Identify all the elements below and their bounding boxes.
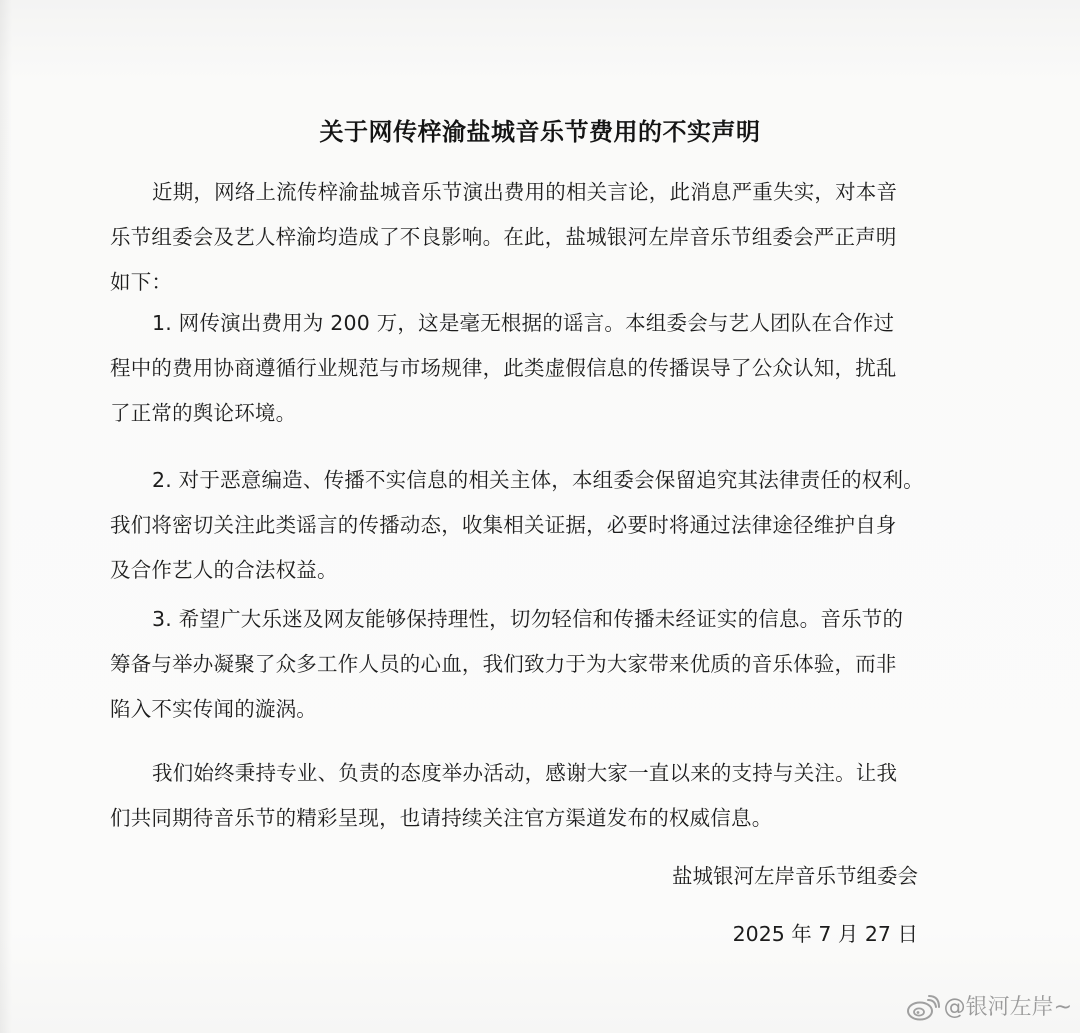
paragraph-line: 近期，网络上流传梓渝盐城音乐节演出费用的相关言论，此消息严重失实，对本音 xyxy=(152,180,898,204)
paragraph-intro xyxy=(110,170,922,305)
page-edge-shadow xyxy=(0,0,12,1033)
weibo-icon xyxy=(906,994,940,1022)
document-title: 关于网传梓渝盐城音乐节费用的不实声明 xyxy=(319,118,761,146)
date: 2025 年 7 月 27 日 xyxy=(732,922,918,946)
paragraph-line: 筹备与举办凝聚了众多工作人员的心血，我们致力于为大家带来优质的音乐体验，而非 xyxy=(110,652,897,676)
paragraph-line: 1. 网传演出费用为 200 万，这是毫无根据的谣言。本组委会与艺人团队在合作过 xyxy=(152,311,895,335)
paragraph-line: 及合作艺人的合法权益。 xyxy=(110,558,338,582)
weibo-watermark xyxy=(906,993,1072,1023)
paragraph-line: 程中的费用协商遵循行业规范与市场规律，此类虚假信息的传播误导了公众认知，扰乱 xyxy=(110,356,897,380)
paragraph-line: 我们将密切关注此类谣言的传播动态，收集相关证据，必要时将通过法律途径维护自身 xyxy=(110,513,897,537)
paragraph-line: 了正常的舆论环境。 xyxy=(110,401,297,425)
paragraph-line: 乐节组委会及艺人梓渝均造成了不良影响。在此，盐城银河左岸音乐节组委会严正声明 xyxy=(110,225,897,249)
watermark-text: @银河左岸~ xyxy=(943,995,1072,1020)
paragraph-line: 陷入不实传闻的漩涡。 xyxy=(110,697,317,721)
paragraph-line: 2. 对于恶意编造、传播不实信息的相关主体，本组委会保留追究其法律责任的权利。 xyxy=(152,468,924,492)
paragraph-closing xyxy=(110,751,922,841)
paragraph-point-1 xyxy=(110,301,922,436)
paragraph-point-2 xyxy=(110,458,924,593)
signature: 盐城银河左岸音乐节组委会 xyxy=(672,864,918,888)
paragraph-line: 如下： xyxy=(110,270,173,294)
paragraph-point-3 xyxy=(110,597,922,732)
paragraph-line: 我们始终秉持专业、负责的态度举办活动，感谢大家一直以来的支持与关注。让我 xyxy=(152,761,898,785)
paragraph-line: 们共同期待音乐节的精彩呈现，也请持续关注官方渠道发布的权威信息。 xyxy=(110,806,773,830)
paragraph-line: 3. 希望广大乐迷及网友能够保持理性，切勿轻信和传播未经证实的信息。音乐节的 xyxy=(152,607,904,631)
